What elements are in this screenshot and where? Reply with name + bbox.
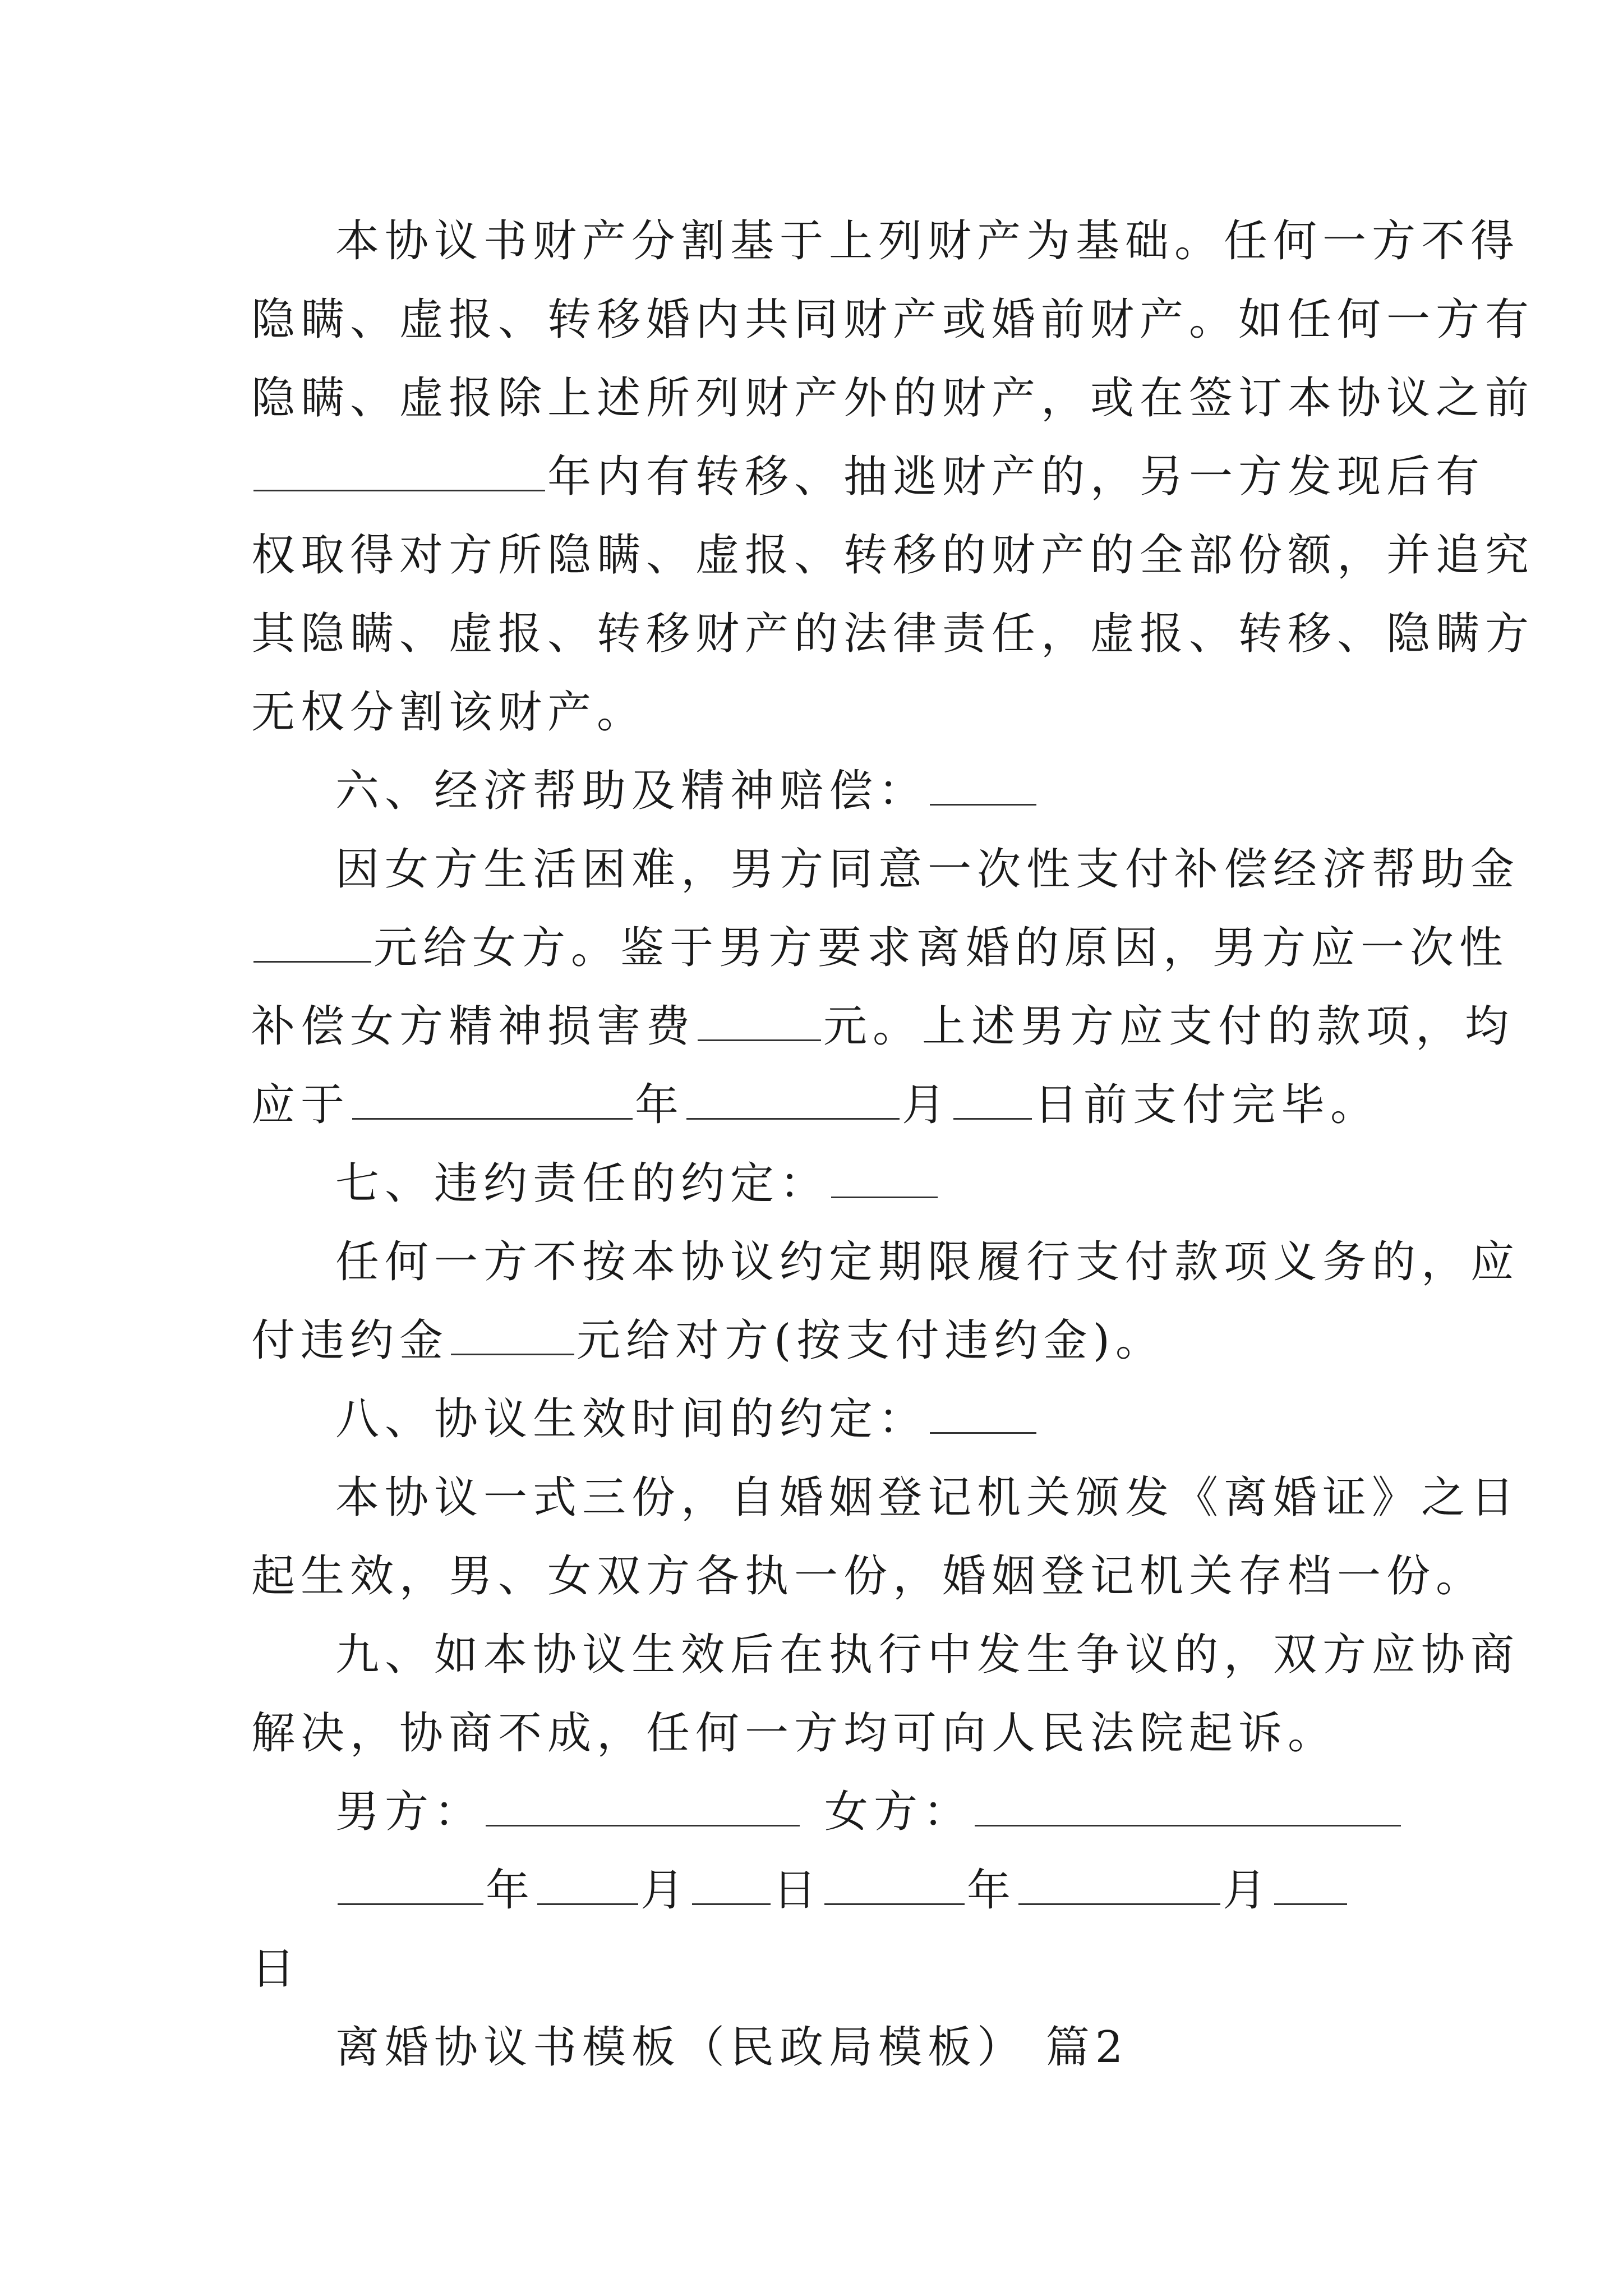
next-template-title: 离婚协议书模板（民政局模板） 篇2 — [335, 2022, 1129, 2073]
paragraph-line — [251, 999, 1514, 1055]
fill-blank — [930, 763, 1036, 806]
fill-blank — [338, 1863, 483, 1905]
fill-blank — [930, 1392, 1036, 1434]
paragraph-text: 年 — [635, 1080, 685, 1130]
date-line-continued: 日 — [251, 1944, 301, 1994]
paragraph-line: 隐瞒、虚报、转移婚内共同财产或婚前财产。如任何一方有 — [251, 295, 1535, 345]
paragraph-text: 元。上述男方应支付的款项，均 — [823, 1001, 1515, 1052]
paragraph-text: 元给女方。鉴于男方要求离婚的原因，男方应一次性 — [374, 923, 1509, 973]
fill-blank — [698, 999, 821, 1041]
paragraph-line: 权取得对方所隐瞒、虚报、转移的财产的全部份额，并追究 — [251, 530, 1535, 581]
section-heading — [335, 763, 1039, 819]
paragraph-line: 起生效，男、女双方各执一份，婚姻登记机关存档一份。 — [251, 1551, 1486, 1602]
paragraph-line: 因女方生活困难，男方同意一次性支付补偿经济帮助金 — [335, 844, 1520, 895]
fill-blank — [352, 1078, 633, 1120]
signature-line — [335, 1784, 1403, 1840]
paragraph-line: 隐瞒、虚报除上述所列财产外的财产，或在签订本协议之前 — [251, 373, 1535, 424]
section-heading — [335, 1156, 940, 1212]
paragraph-text: 日前支付完毕。 — [1034, 1080, 1380, 1130]
paragraph-text: 补偿女方精神损害费 — [251, 1001, 696, 1052]
female-signature-blank — [975, 1784, 1401, 1826]
date-text: 年 — [486, 1865, 536, 1916]
date-text: 月 — [640, 1865, 690, 1916]
fill-blank — [253, 449, 545, 491]
heading-text: 七、违约责任的约定： — [335, 1158, 829, 1209]
fill-blank — [953, 1078, 1032, 1120]
date-text: 月 — [1223, 1865, 1272, 1916]
section-heading — [335, 1391, 1039, 1447]
fill-blank — [824, 1863, 965, 1905]
paragraph-line: 九、如本协议生效后在执行中发生争议的，双方应协商 — [335, 1630, 1520, 1680]
female-signature-label: 女方： — [824, 1787, 973, 1837]
paragraph-line: 无权分割该财产。 — [251, 687, 647, 738]
paragraph-line: 任何一方不按本协议约定期限履行支付款项义务的，应 — [335, 1237, 1520, 1287]
paragraph-line — [251, 920, 1509, 976]
date-line — [335, 1862, 1349, 1918]
male-signature-label: 男方： — [335, 1787, 484, 1837]
paragraph-line: 解决，协商不成，任何一方均可向人民法院起诉。 — [251, 1708, 1338, 1759]
heading-text: 六、经济帮助及精神赔偿： — [335, 766, 928, 816]
paragraph-text: 年内有转移、抽逃财产的，另一方发现后有 — [547, 452, 1486, 502]
paragraph-text: 付违约金 — [251, 1315, 449, 1366]
paragraph-line: 本协议一式三份，自婚姻登记机关颁发《离婚证》之日 — [335, 1473, 1520, 1523]
fill-blank — [253, 921, 371, 963]
paragraph-text: 应于 — [251, 1080, 351, 1130]
paragraph-line — [251, 1313, 1165, 1369]
fill-blank — [451, 1313, 574, 1355]
date-text: 年 — [967, 1865, 1017, 1916]
fill-blank — [537, 1863, 638, 1905]
date-text: 日 — [773, 1865, 823, 1916]
paragraph-line: 本协议书财产分割基于上列财产为基础。任何一方不得 — [335, 216, 1520, 266]
male-signature-blank — [486, 1784, 800, 1826]
fill-blank — [686, 1078, 900, 1120]
paragraph-line — [251, 449, 1485, 505]
paragraph-text: 元给对方(按支付违约金)。 — [577, 1315, 1165, 1366]
fill-blank — [1018, 1863, 1220, 1905]
fill-blank — [831, 1156, 938, 1198]
fill-blank — [692, 1863, 771, 1905]
fill-blank — [1274, 1863, 1347, 1905]
paragraph-text: 月 — [902, 1080, 952, 1130]
paragraph-line — [251, 1077, 1380, 1133]
heading-text: 八、协议生效时间的约定： — [335, 1394, 928, 1444]
paragraph-line: 其隐瞒、虚报、转移财产的法律责任，虚报、转移、隐瞒方 — [251, 609, 1535, 659]
